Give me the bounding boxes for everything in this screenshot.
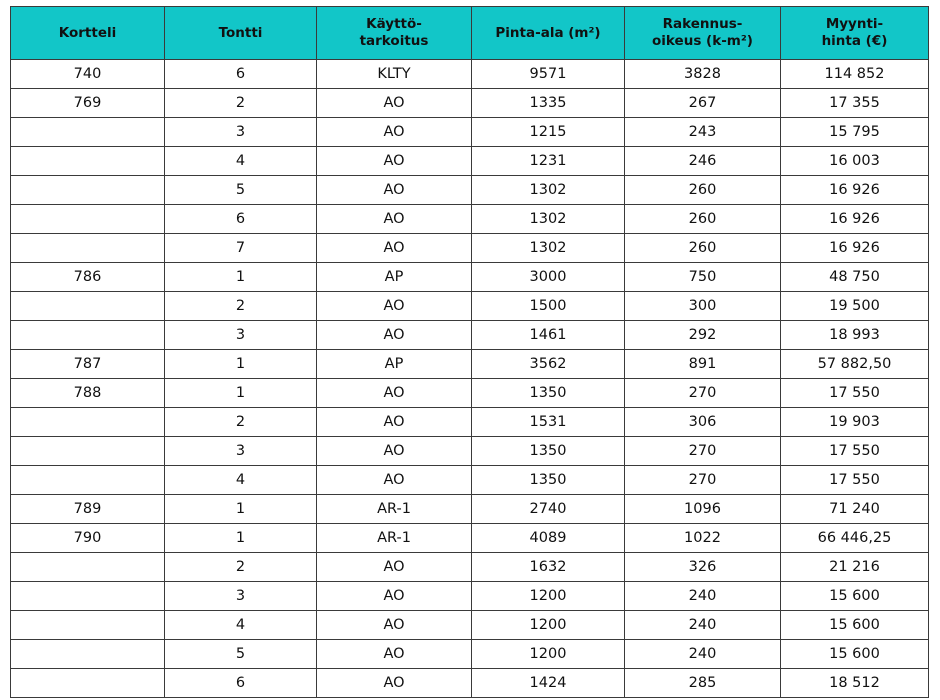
cell-kortteli: 740 [11,60,165,89]
cell-pinta-ala: 3562 [472,350,625,379]
cell-rakennusoikeus: 285 [625,669,781,698]
header-label-line: tarkoitus [359,33,429,49]
cell-kortteli: 786 [11,263,165,292]
header-myyntihinta [781,7,929,60]
cell-pinta-ala: 1200 [472,640,625,669]
table-row [11,176,929,205]
table-row [11,263,929,292]
table-row [11,321,929,350]
cell-tontti: 3 [165,118,317,147]
cell-kayttotarkoitus: AO [317,582,472,611]
cell-tontti: 2 [165,89,317,118]
header-kayttotarkoitus [317,7,472,60]
cell-kortteli [11,669,165,698]
cell-tontti: 2 [165,292,317,321]
cell-kortteli [11,466,165,495]
cell-myyntihinta: 17 550 [781,437,929,466]
cell-rakennusoikeus: 240 [625,582,781,611]
cell-kortteli [11,147,165,176]
cell-kayttotarkoitus: AO [317,553,472,582]
cell-rakennusoikeus: 891 [625,350,781,379]
cell-tontti: 1 [165,263,317,292]
header-label-line: Tontti [218,24,263,41]
table-row [11,640,929,669]
cell-pinta-ala: 1302 [472,234,625,263]
header-label-line: Käyttö- [366,16,422,32]
cell-pinta-ala: 1350 [472,466,625,495]
table-row [11,147,929,176]
cell-myyntihinta: 16 926 [781,176,929,205]
cell-kortteli [11,118,165,147]
cell-rakennusoikeus: 267 [625,89,781,118]
cell-kortteli [11,176,165,205]
cell-tontti: 4 [165,147,317,176]
cell-tontti: 3 [165,582,317,611]
cell-kortteli [11,321,165,350]
cell-kayttotarkoitus: AO [317,321,472,350]
plot-price-table [10,6,929,698]
cell-kortteli [11,553,165,582]
table-row [11,60,929,89]
cell-kayttotarkoitus: AO [317,466,472,495]
cell-kortteli: 789 [11,495,165,524]
cell-rakennusoikeus: 306 [625,408,781,437]
cell-kayttotarkoitus: AO [317,669,472,698]
cell-pinta-ala: 3000 [472,263,625,292]
cell-rakennusoikeus: 326 [625,553,781,582]
cell-kortteli: 788 [11,379,165,408]
cell-rakennusoikeus: 300 [625,292,781,321]
cell-kayttotarkoitus: AO [317,205,472,234]
cell-myyntihinta: 17 550 [781,466,929,495]
cell-pinta-ala: 1531 [472,408,625,437]
cell-pinta-ala: 1302 [472,176,625,205]
cell-tontti: 5 [165,176,317,205]
cell-rakennusoikeus: 260 [625,234,781,263]
cell-myyntihinta: 17 550 [781,379,929,408]
cell-tontti: 5 [165,640,317,669]
cell-kayttotarkoitus: AO [317,379,472,408]
cell-myyntihinta: 19 500 [781,292,929,321]
cell-pinta-ala: 1461 [472,321,625,350]
table-row [11,292,929,321]
cell-kayttotarkoitus: AO [317,147,472,176]
header-label-line: Kortteli [58,24,117,41]
cell-rakennusoikeus: 292 [625,321,781,350]
cell-kortteli [11,437,165,466]
cell-rakennusoikeus: 260 [625,176,781,205]
header-label-line: oikeus (k-m²) [652,33,753,49]
table-row [11,118,929,147]
cell-kortteli [11,611,165,640]
cell-rakennusoikeus: 1022 [625,524,781,553]
table-row [11,408,929,437]
cell-kayttotarkoitus: AR-1 [317,495,472,524]
table-row [11,205,929,234]
cell-kayttotarkoitus: AO [317,437,472,466]
table-row [11,350,929,379]
table-row [11,379,929,408]
header-label-line: Pinta-ala (m²) [495,24,601,41]
cell-rakennusoikeus: 270 [625,437,781,466]
cell-kayttotarkoitus: KLTY [317,60,472,89]
header-rakennusoikeus [625,7,781,60]
cell-myyntihinta: 18 993 [781,321,929,350]
cell-tontti: 7 [165,234,317,263]
cell-myyntihinta: 16 926 [781,205,929,234]
cell-tontti: 1 [165,379,317,408]
cell-kortteli: 787 [11,350,165,379]
table-row [11,553,929,582]
table-row [11,524,929,553]
cell-myyntihinta: 19 903 [781,408,929,437]
cell-tontti: 6 [165,60,317,89]
cell-pinta-ala: 4089 [472,524,625,553]
cell-rakennusoikeus: 1096 [625,495,781,524]
cell-myyntihinta: 66 446,25 [781,524,929,553]
cell-pinta-ala: 1424 [472,669,625,698]
cell-myyntihinta: 18 512 [781,669,929,698]
table-row [11,611,929,640]
header-label-line: hinta (€) [821,33,888,49]
cell-tontti: 3 [165,321,317,350]
table-row [11,89,929,118]
cell-kayttotarkoitus: AO [317,611,472,640]
header-kortteli [11,7,165,60]
cell-kortteli: 769 [11,89,165,118]
cell-rakennusoikeus: 243 [625,118,781,147]
cell-tontti: 4 [165,466,317,495]
cell-kayttotarkoitus: AR-1 [317,524,472,553]
cell-myyntihinta: 71 240 [781,495,929,524]
cell-kayttotarkoitus: AO [317,292,472,321]
cell-rakennusoikeus: 246 [625,147,781,176]
table-row [11,582,929,611]
cell-myyntihinta: 15 600 [781,640,929,669]
cell-kortteli [11,205,165,234]
cell-rakennusoikeus: 240 [625,640,781,669]
cell-myyntihinta: 15 600 [781,582,929,611]
table-header-row [11,7,929,60]
cell-tontti: 1 [165,524,317,553]
cell-pinta-ala: 1200 [472,611,625,640]
cell-tontti: 6 [165,669,317,698]
cell-kortteli [11,292,165,321]
cell-kortteli [11,408,165,437]
cell-pinta-ala: 9571 [472,60,625,89]
cell-tontti: 2 [165,553,317,582]
cell-pinta-ala: 1215 [472,118,625,147]
cell-kortteli: 790 [11,524,165,553]
cell-myyntihinta: 15 795 [781,118,929,147]
table-row [11,437,929,466]
cell-kayttotarkoitus: AO [317,176,472,205]
cell-pinta-ala: 1632 [472,553,625,582]
cell-rakennusoikeus: 270 [625,466,781,495]
cell-myyntihinta: 15 600 [781,611,929,640]
table-row [11,495,929,524]
cell-kayttotarkoitus: AO [317,118,472,147]
cell-kortteli [11,640,165,669]
cell-kayttotarkoitus: AO [317,234,472,263]
cell-kortteli [11,234,165,263]
cell-kayttotarkoitus: AP [317,350,472,379]
cell-myyntihinta: 16 926 [781,234,929,263]
cell-pinta-ala: 1231 [472,147,625,176]
cell-kayttotarkoitus: AO [317,640,472,669]
cell-myyntihinta: 21 216 [781,553,929,582]
header-label-line: Rakennus- [662,16,743,32]
cell-tontti: 4 [165,611,317,640]
cell-kortteli [11,582,165,611]
header-label-line: Myynti- [825,16,884,32]
table-row [11,234,929,263]
cell-rakennusoikeus: 750 [625,263,781,292]
cell-pinta-ala: 1200 [472,582,625,611]
cell-myyntihinta: 16 003 [781,147,929,176]
cell-rakennusoikeus: 3828 [625,60,781,89]
cell-pinta-ala: 1350 [472,379,625,408]
cell-tontti: 6 [165,205,317,234]
cell-kayttotarkoitus: AO [317,408,472,437]
table-row [11,466,929,495]
cell-tontti: 3 [165,437,317,466]
cell-pinta-ala: 1302 [472,205,625,234]
header-tontti [165,7,317,60]
cell-pinta-ala: 1335 [472,89,625,118]
cell-tontti: 1 [165,495,317,524]
header-pinta-ala [472,7,625,60]
cell-pinta-ala: 2740 [472,495,625,524]
cell-pinta-ala: 1350 [472,437,625,466]
cell-tontti: 1 [165,350,317,379]
cell-rakennusoikeus: 240 [625,611,781,640]
cell-myyntihinta: 17 355 [781,89,929,118]
cell-kayttotarkoitus: AP [317,263,472,292]
cell-myyntihinta: 48 750 [781,263,929,292]
cell-rakennusoikeus: 260 [625,205,781,234]
table-row [11,669,929,698]
cell-tontti: 2 [165,408,317,437]
cell-rakennusoikeus: 270 [625,379,781,408]
table-body [11,60,929,698]
cell-myyntihinta: 114 852 [781,60,929,89]
cell-kayttotarkoitus: AO [317,89,472,118]
cell-myyntihinta: 57 882,50 [781,350,929,379]
cell-pinta-ala: 1500 [472,292,625,321]
